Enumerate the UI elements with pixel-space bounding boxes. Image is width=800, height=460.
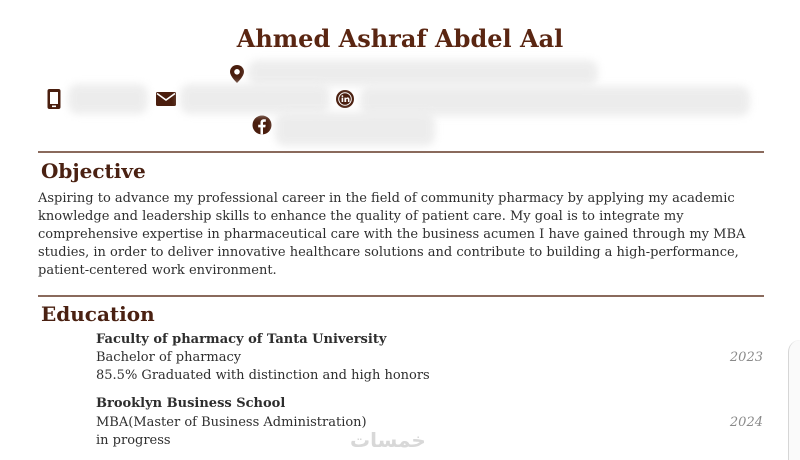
education-detail: in progress bbox=[96, 433, 171, 448]
education-heading: Education bbox=[41, 302, 155, 326]
education-school: Faculty of pharmacy of Tanta University bbox=[96, 332, 387, 347]
objective-heading: Objective bbox=[41, 159, 146, 183]
linkedin-icon bbox=[335, 89, 355, 109]
email-icon bbox=[155, 91, 177, 107]
location-icon bbox=[228, 64, 246, 84]
education-detail: 85.5% Graduated with distinction and high honors bbox=[96, 368, 430, 383]
education-year: 2023 bbox=[729, 350, 763, 365]
page-curl bbox=[788, 340, 800, 460]
section-divider bbox=[38, 295, 764, 297]
redacted-phone bbox=[68, 84, 148, 114]
section-divider bbox=[38, 151, 764, 153]
redacted-address bbox=[248, 60, 598, 86]
facebook-icon bbox=[252, 115, 272, 135]
redacted-facebook bbox=[275, 112, 435, 146]
watermark: خمسات bbox=[350, 428, 426, 452]
education-year: 2024 bbox=[729, 415, 763, 430]
education-degree: MBA(Master of Business Administration) bbox=[96, 415, 367, 430]
objective-text: Aspiring to advance my professional career in the field of community pharmacy by applying my academic knowledge and leadership skills to enhance the quality of patient care. My goal is to integrate my comprehensive expertise in pharmaceutical care with the business acumen I have gained through my MBA studies, in order to deliver innovative healthcare solutions and contribute to building a high-performance, patient-centered work environment. bbox=[38, 191, 746, 278]
education-school: Brooklyn Business School bbox=[96, 396, 286, 411]
phone-icon bbox=[46, 88, 62, 110]
resume-name: Ahmed Ashraf Abdel Aal bbox=[236, 24, 564, 53]
education-degree: Bachelor of pharmacy bbox=[96, 350, 242, 365]
redacted-email bbox=[180, 84, 330, 114]
